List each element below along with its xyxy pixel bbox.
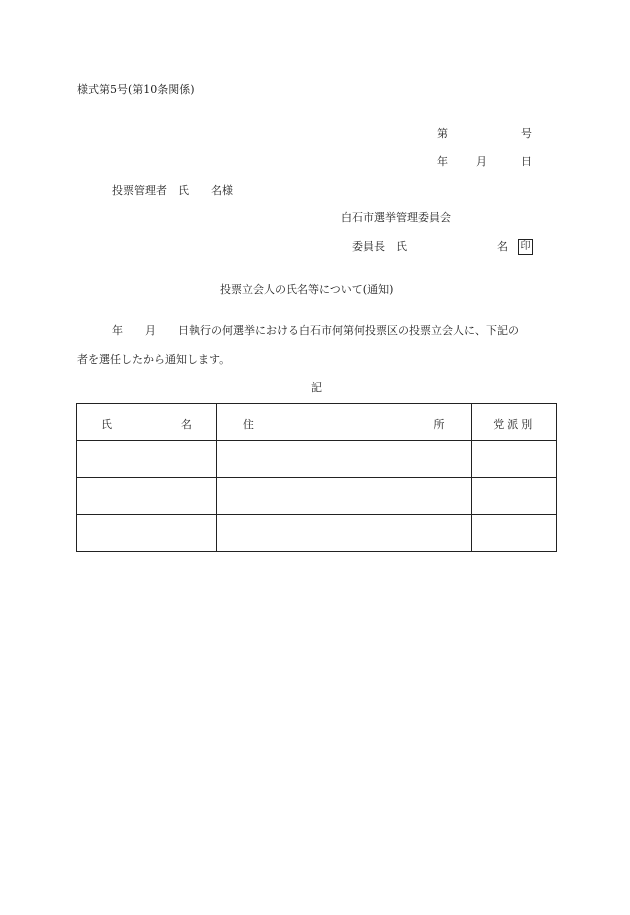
form-number: 様式第5号(第10条関係) bbox=[77, 83, 195, 96]
header-party bbox=[472, 404, 557, 441]
appointee-table bbox=[76, 403, 557, 552]
header-name-right: 名 bbox=[180, 418, 192, 431]
document-number-suffix: 号 bbox=[521, 127, 532, 140]
header-address-right: 所 bbox=[433, 418, 445, 431]
body-line-1: 年 月 日執行の何選挙における白石市何第何投票区の投票立会人に、下記の bbox=[112, 324, 519, 337]
header-name-left: 氏 bbox=[101, 418, 112, 431]
sender-organization: 白石市選挙管理委員会 bbox=[341, 211, 451, 224]
table-row bbox=[77, 478, 557, 515]
body-line-2: 者を選任したから通知します。 bbox=[77, 353, 231, 366]
date-month: 月 bbox=[476, 155, 487, 168]
sender-name-suffix: 名 bbox=[497, 240, 508, 253]
header-name bbox=[77, 404, 217, 441]
header-address-left: 住 bbox=[242, 418, 254, 431]
cell-party[interactable] bbox=[472, 478, 557, 515]
table-row bbox=[77, 515, 557, 552]
cell-address[interactable] bbox=[216, 515, 472, 552]
header-party-label: 党派別 bbox=[493, 418, 536, 431]
document-subject: 投票立会人の氏名等について(通知) bbox=[220, 283, 394, 296]
sender-title: 委員長 氏 bbox=[352, 240, 407, 253]
seal-mark: 印 bbox=[518, 239, 533, 255]
cell-address[interactable] bbox=[216, 441, 472, 478]
cell-name[interactable] bbox=[77, 478, 217, 515]
addressee: 投票管理者 氏 名様 bbox=[112, 184, 233, 197]
cell-party[interactable] bbox=[472, 515, 557, 552]
table-row bbox=[77, 441, 557, 478]
date-day: 日 bbox=[521, 155, 532, 168]
cell-name[interactable] bbox=[77, 515, 217, 552]
cell-party[interactable] bbox=[472, 441, 557, 478]
cell-address[interactable] bbox=[216, 478, 472, 515]
cell-name[interactable] bbox=[77, 441, 217, 478]
date-year: 年 bbox=[437, 155, 448, 168]
table-header-row bbox=[77, 404, 557, 441]
ki-heading: 記 bbox=[311, 381, 322, 394]
header-address bbox=[216, 404, 472, 441]
document-number-label: 第 bbox=[437, 127, 448, 140]
